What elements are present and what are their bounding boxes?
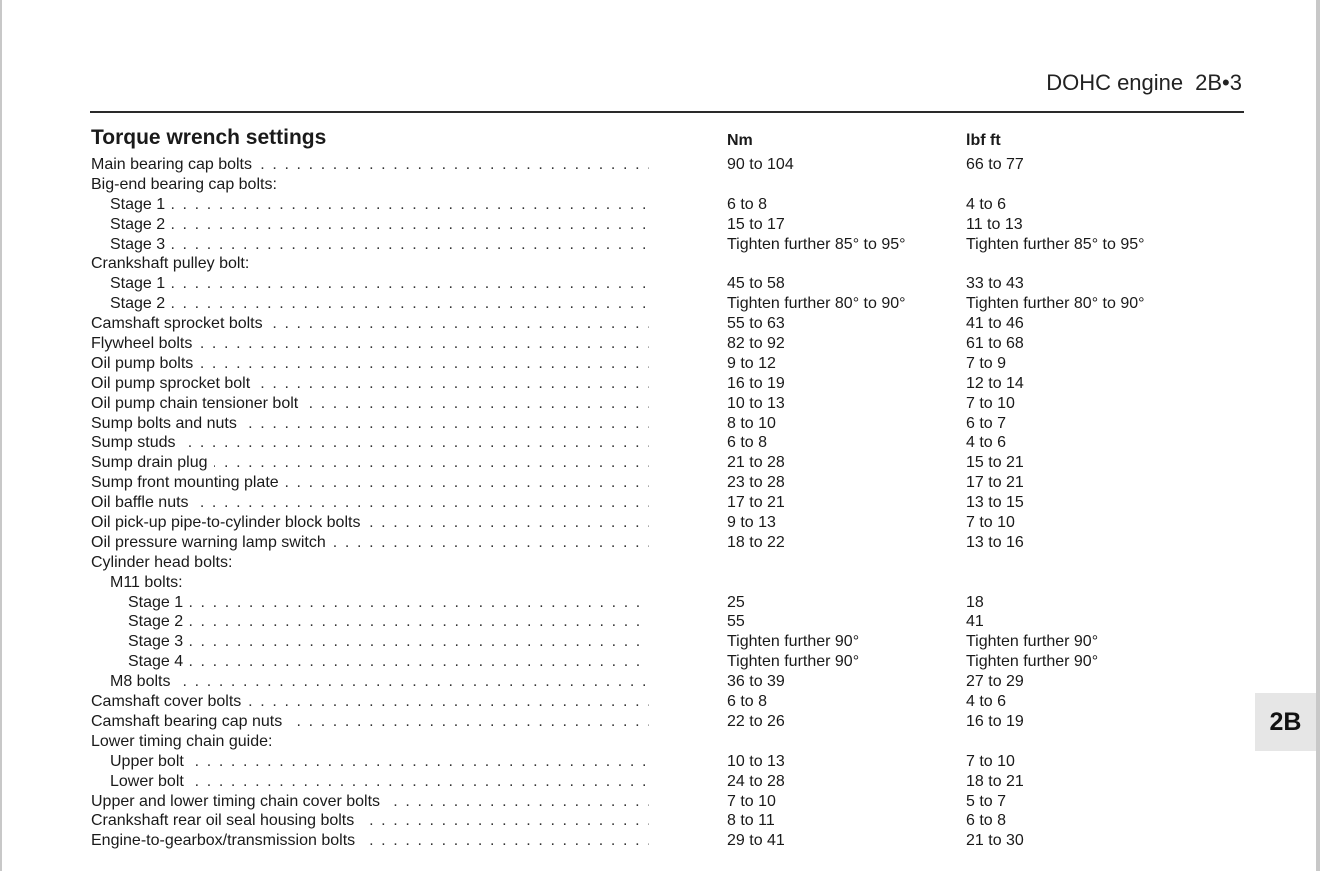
table-row — [91, 414, 1211, 434]
row-value-nm: 17 to 21 — [727, 494, 785, 512]
torque-table — [91, 155, 1211, 851]
row-label — [91, 334, 649, 354]
table-row — [91, 513, 1211, 533]
row-label — [128, 652, 649, 672]
row-label-text: Sump bolts and nuts — [91, 415, 243, 432]
row-label — [91, 433, 649, 453]
row-value-nm: Tighten further 90° — [727, 633, 860, 651]
row-label-text: M11 bolts: — [110, 574, 189, 591]
row-label — [110, 772, 649, 792]
row-value-nm: 82 to 92 — [727, 335, 785, 353]
row-value-nm: 55 — [727, 613, 745, 631]
row-label-text: Sump studs — [91, 434, 181, 451]
row-label-text: Stage 2 — [110, 216, 171, 233]
row-value-nm: 36 to 39 — [727, 673, 785, 691]
column-header-nm: Nm — [727, 132, 753, 149]
row-label — [91, 732, 649, 752]
row-label-text: Stage 3 — [110, 236, 171, 253]
table-row — [91, 533, 1211, 553]
row-value-lbf-ft: 61 to 68 — [966, 335, 1024, 353]
row-label — [128, 632, 649, 652]
row-label-text: Oil pump chain tensioner bolt — [91, 395, 304, 412]
row-value-nm: 8 to 11 — [727, 812, 775, 830]
row-value-nm: Tighten further 90° — [727, 653, 860, 671]
row-value-lbf-ft: 4 to 6 — [966, 434, 1007, 452]
row-label-text: Flywheel bolts — [91, 335, 198, 352]
row-label — [91, 473, 649, 493]
row-value-nm: 29 to 41 — [727, 832, 785, 850]
row-value-lbf-ft: 41 to 46 — [966, 315, 1024, 333]
row-label-text: Stage 4 — [128, 653, 189, 670]
row-label-text: Crankshaft pulley bolt: — [91, 255, 255, 272]
row-value-lbf-ft: 27 to 29 — [966, 673, 1024, 691]
row-value-nm: 10 to 13 — [727, 394, 785, 412]
running-header — [1046, 70, 1242, 96]
row-label-text: Stage 1 — [128, 594, 189, 611]
row-value-lbf-ft: 12 to 14 — [966, 374, 1024, 392]
row-value-lbf-ft: 15 to 21 — [966, 454, 1024, 472]
row-value-nm: 21 to 28 — [727, 454, 785, 472]
row-label-text: Stage 3 — [128, 633, 189, 650]
row-value-lbf-ft: 18 to 21 — [966, 772, 1024, 790]
table-row — [91, 712, 1211, 732]
row-label — [91, 513, 649, 533]
table-row — [91, 354, 1211, 374]
table-row — [91, 374, 1211, 394]
row-label-text: Upper bolt — [110, 753, 190, 770]
row-label-text: Engine-to-gearbox/transmission bolts — [91, 832, 361, 849]
table-row — [91, 254, 1211, 274]
row-label — [91, 414, 649, 434]
row-label-text: Sump drain plug — [91, 454, 214, 471]
row-label — [91, 712, 649, 732]
row-value-lbf-ft: 6 to 8 — [966, 812, 1007, 830]
row-label — [91, 175, 649, 195]
row-value-lbf-ft: 16 to 19 — [966, 712, 1024, 730]
table-row — [91, 692, 1211, 712]
row-label-text: Sump front mounting plate — [91, 474, 285, 491]
table-row — [91, 155, 1211, 175]
row-label-text: M8 bolts — [110, 673, 176, 690]
row-value-nm: 9 to 12 — [727, 354, 776, 372]
row-value-lbf-ft: Tighten further 80° to 90° — [966, 295, 1145, 313]
table-row — [91, 175, 1211, 195]
row-value-nm: Tighten further 85° to 95° — [727, 235, 906, 253]
row-value-lbf-ft: 13 to 16 — [966, 533, 1024, 551]
chapter-title: DOHC engine — [1046, 70, 1184, 95]
row-label — [91, 354, 649, 374]
row-value-lbf-ft: 4 to 6 — [966, 693, 1007, 711]
table-row — [91, 752, 1211, 772]
table-row — [91, 334, 1211, 354]
row-value-nm: 7 to 10 — [727, 792, 776, 810]
row-value-nm: 6 to 8 — [727, 195, 768, 213]
row-value-lbf-ft: 66 to 77 — [966, 156, 1024, 173]
row-value-nm: 45 to 58 — [727, 275, 785, 293]
row-value-nm: 8 to 10 — [727, 414, 776, 432]
table-row — [91, 433, 1211, 453]
row-label — [91, 394, 649, 414]
row-label-text: Oil pump sprocket bolt — [91, 375, 256, 392]
table-row — [91, 274, 1211, 294]
row-label — [110, 573, 649, 593]
row-label — [91, 374, 649, 394]
row-label — [91, 155, 649, 175]
row-label-text: Camshaft bearing cap nuts — [91, 713, 288, 730]
column-header-lbf-ft: lbf ft — [966, 132, 1001, 149]
row-value-nm: 16 to 19 — [727, 374, 785, 392]
row-label-text: Big-end bearing cap bolts: — [91, 176, 283, 193]
row-value-lbf-ft: 4 to 6 — [966, 195, 1007, 213]
row-value-lbf-ft: 11 to 13 — [966, 215, 1023, 233]
row-value-nm: 24 to 28 — [727, 772, 785, 790]
table-row — [91, 831, 1211, 851]
table-row — [91, 473, 1211, 493]
row-value-lbf-ft: 7 to 10 — [966, 394, 1015, 412]
row-value-lbf-ft: 18 — [966, 593, 984, 611]
header-rule — [90, 111, 1244, 113]
row-label-text: Oil pressure warning lamp switch — [91, 534, 332, 551]
row-value-lbf-ft: 6 to 7 — [966, 414, 1007, 432]
table-row — [91, 453, 1211, 473]
table-row — [91, 573, 1211, 593]
row-value-lbf-ft: 33 to 43 — [966, 275, 1024, 293]
table-row — [91, 772, 1211, 792]
table-row — [91, 195, 1211, 215]
table-row — [91, 792, 1211, 812]
row-value-lbf-ft: 17 to 21 — [966, 474, 1024, 492]
row-label-text: Oil pump bolts — [91, 355, 199, 372]
table-row — [91, 811, 1211, 831]
row-label — [128, 612, 649, 632]
row-label — [91, 533, 649, 553]
row-value-lbf-ft: 7 to 9 — [966, 354, 1007, 372]
row-label-text: Oil baffle nuts — [91, 494, 195, 511]
row-label-text: Crankshaft rear oil seal housing bolts — [91, 812, 360, 829]
row-value-lbf-ft: 13 to 15 — [966, 494, 1024, 512]
row-value-nm: 23 to 28 — [727, 474, 785, 492]
row-label — [110, 195, 649, 215]
row-label — [110, 274, 649, 294]
row-value-nm: 90 to 104 — [727, 156, 794, 173]
row-value-nm: 6 to 8 — [727, 693, 768, 711]
row-label — [91, 314, 649, 334]
row-label — [110, 235, 649, 255]
row-value-lbf-ft: 7 to 10 — [966, 752, 1015, 770]
section-heading: Torque wrench settings — [91, 126, 327, 149]
table-row — [91, 493, 1211, 513]
table-row — [91, 612, 1211, 632]
page-reference: 2B•3 — [1195, 70, 1242, 95]
row-label — [91, 692, 649, 712]
row-value-nm: 18 to 22 — [727, 533, 785, 551]
table-row — [91, 732, 1211, 752]
row-value-nm: 25 — [727, 593, 745, 611]
row-value-lbf-ft: Tighten further 90° — [966, 633, 1099, 651]
row-value-nm: 55 to 63 — [727, 315, 785, 333]
row-label — [110, 672, 649, 692]
table-row — [91, 294, 1211, 314]
row-value-nm: 9 to 13 — [727, 514, 776, 532]
table-row — [91, 394, 1211, 414]
row-label — [91, 254, 649, 274]
table-row — [91, 235, 1211, 255]
table-row — [91, 314, 1211, 334]
row-label-text: Upper and lower timing chain cover bolts — [91, 793, 386, 810]
row-label — [91, 792, 649, 812]
row-label — [91, 811, 649, 831]
row-value-lbf-ft: 7 to 10 — [966, 514, 1015, 532]
row-label-text: Main bearing cap bolts — [91, 156, 258, 173]
page-left-edge — [0, 0, 2, 871]
row-value-nm: 6 to 8 — [727, 434, 768, 452]
row-label — [110, 294, 649, 314]
page-right-edge — [1316, 0, 1320, 871]
row-value-nm: 10 to 13 — [727, 752, 785, 770]
row-label — [91, 493, 649, 513]
row-label-text: Oil pick-up pipe-to-cylinder block bolts — [91, 514, 366, 531]
row-label — [91, 553, 649, 573]
row-value-nm: 22 to 26 — [727, 712, 785, 730]
row-label-text: Stage 2 — [128, 613, 189, 630]
row-label-text: Stage 1 — [110, 275, 171, 292]
table-row — [91, 593, 1211, 613]
row-label-text: Stage 2 — [110, 295, 171, 312]
row-value-lbf-ft: Tighten further 90° — [966, 653, 1099, 671]
row-label — [110, 215, 649, 235]
row-value-lbf-ft: 41 — [966, 613, 984, 631]
row-label-text: Lower bolt — [110, 773, 190, 790]
row-value-nm: 15 to 17 — [727, 215, 785, 233]
table-row — [91, 652, 1211, 672]
row-value-lbf-ft: Tighten further 85° to 95° — [966, 235, 1145, 253]
row-label — [110, 752, 649, 772]
table-row — [91, 672, 1211, 692]
row-value-lbf-ft: 21 to 30 — [966, 832, 1024, 850]
row-label-text: Cylinder head bolts: — [91, 554, 238, 571]
row-value-lbf-ft: 5 to 7 — [966, 792, 1007, 810]
row-label-text: Camshaft sprocket bolts — [91, 315, 269, 332]
chapter-tab: 2B — [1255, 693, 1316, 751]
row-label-text: Lower timing chain guide: — [91, 733, 278, 750]
row-value-nm: Tighten further 80° to 90° — [727, 295, 906, 313]
table-row — [91, 632, 1211, 652]
table-row — [91, 215, 1211, 235]
table-row — [91, 553, 1211, 573]
row-label-text: Stage 1 — [110, 196, 171, 213]
row-label — [128, 593, 649, 613]
row-label — [91, 453, 649, 473]
row-label-text: Camshaft cover bolts — [91, 693, 247, 710]
row-label — [91, 831, 649, 851]
